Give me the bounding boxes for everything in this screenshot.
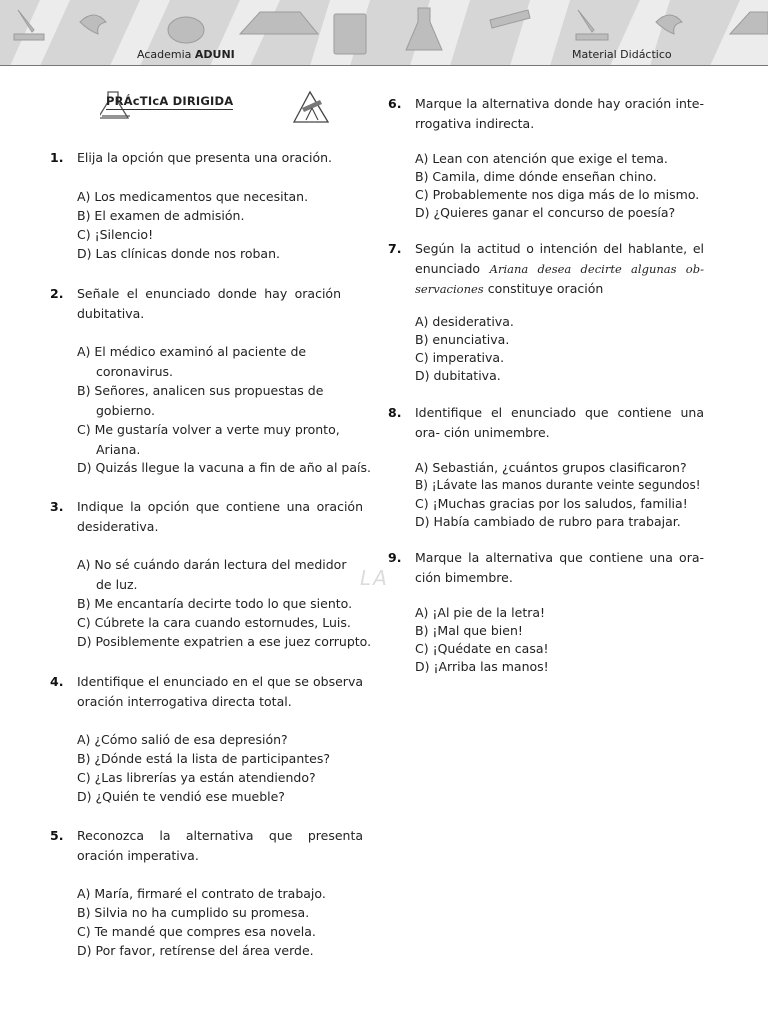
- telescope-logo-icon: [292, 88, 330, 124]
- option-a: A) ¡Al pie de la letra!: [415, 605, 546, 620]
- option-b: B) Silvia no ha cumplido su promesa.: [77, 905, 310, 920]
- option-c: C) ¡Silencio!: [77, 227, 154, 242]
- option-c: C) Probablemente nos diga más de lo mismo.: [415, 187, 700, 202]
- option-d: D) ¿Quién te vendió ese mueble?: [77, 789, 285, 804]
- option-a: A) No sé cuándo darán lectura del medidor de luz.: [77, 557, 347, 592]
- option-c: C) ¡Quédate en casa!: [415, 641, 549, 656]
- question-number: 1.: [50, 150, 64, 165]
- header-banner: [0, 0, 768, 66]
- question-number: 2.: [50, 286, 64, 301]
- map-book-icon: [334, 14, 366, 54]
- option-a: A) María, firmaré el contrato de trabajo.: [77, 886, 326, 901]
- question-7: [388, 239, 706, 389]
- option-b: B) ¿Dónde está la lista de participantes?: [77, 751, 330, 766]
- question-6: [388, 94, 706, 226]
- option-a: A) Los medicamentos que necesitan.: [77, 189, 309, 204]
- header-prefix: Academia: [137, 48, 195, 61]
- stem-text-end: constituye oración: [483, 281, 604, 296]
- header-academy: [137, 48, 235, 61]
- question-stem: Identifique el enunciado en el que se observa oración interrogativa directa total.: [77, 674, 363, 709]
- question-stem: Marque la alternativa que contiene una ora- ción bimembre.: [415, 550, 704, 585]
- palette-icon: [168, 17, 204, 43]
- option-c: C) ¡Muchas gracias por los saludos, familia!: [415, 496, 688, 511]
- stem-text: Según la actitud o intención del hablante, el enunciado: [415, 241, 704, 276]
- option-c: C) ¿Las librerías ya están atendiendo?: [77, 770, 316, 785]
- question-1: [50, 148, 366, 268]
- book-icon: [14, 34, 44, 40]
- option-a: A) ¿Cómo salió de esa depresión?: [77, 732, 288, 747]
- question-5: [50, 826, 366, 966]
- question-stem: [415, 239, 704, 300]
- question-stem: Indique la opción que contiene una oración desiderativa.: [77, 499, 363, 534]
- question-stem: Identifique el enunciado que contiene una ora- ción unimembre.: [415, 405, 704, 440]
- book-icon-2: [576, 34, 608, 40]
- option-c: C) Me gustaría volver a verte muy pronto, Ariana.: [77, 422, 340, 457]
- question-number: 5.: [50, 828, 64, 843]
- stem-example: Ariana desea decirte algunas ob- servaciones: [415, 261, 704, 296]
- option-d: D) Había cambiado de rubro para trabajar.: [415, 514, 681, 529]
- header-rule: [0, 65, 768, 66]
- option-c: C) Cúbrete la cara cuando estornudes, Luis.: [77, 615, 351, 630]
- question-number: 9.: [388, 550, 402, 565]
- question-2: [50, 284, 371, 480]
- question-stem: Marque la alternativa donde hay oración inte- rrogativa indirecta.: [415, 96, 704, 131]
- question-3: [50, 497, 372, 657]
- option-a: A) Lean con atención que exige el tema.: [415, 151, 668, 166]
- option-a: A) desiderativa.: [415, 314, 514, 329]
- option-b: B) Me encantaría decirte todo lo que siento.: [77, 596, 353, 611]
- question-number: 8.: [388, 405, 402, 420]
- page-title: PRÁcTIcA DIRIGIDA: [106, 94, 234, 108]
- option-a: A) Sebastián, ¿cuántos grupos clasificaron?: [415, 460, 687, 475]
- option-b: B) Señores, analicen sus propuestas de gobierno.: [77, 383, 324, 418]
- option-a: A) El médico examinó al paciente de coronavirus.: [77, 344, 307, 379]
- option-d: D) ¡Arriba las manos!: [415, 659, 549, 674]
- option-d: D) dubitativa.: [415, 368, 501, 383]
- watermark: LA: [360, 566, 389, 590]
- option-d: D) ¿Quieres ganar el concurso de poesía?: [415, 205, 676, 220]
- option-d: D) Por favor, retírense del área verde.: [77, 943, 314, 958]
- option-d: D) Quizás llegue la vacuna a fin de año al país.: [77, 460, 371, 475]
- option-b: B) ¡Lávate las manos durante veinte segundos!: [415, 478, 701, 492]
- question-number: 7.: [388, 241, 402, 256]
- stadium-icon-2: [730, 12, 768, 34]
- option-d: D) Las clínicas donde nos roban.: [77, 246, 280, 261]
- question-8: [388, 403, 706, 535]
- option-d: D) Posiblemente expatrien a ese juez corrupto.: [77, 634, 372, 649]
- option-b: B) El examen de admisión.: [77, 208, 245, 223]
- question-stem: Reconozca la alternativa que presenta oración imperativa.: [77, 828, 363, 863]
- question-stem: Señale el enunciado donde hay oración dubitativa.: [77, 286, 341, 321]
- question-number: 3.: [50, 499, 64, 514]
- header-material: Material Didáctico: [572, 48, 672, 61]
- question-4: [50, 672, 366, 812]
- question-9: [388, 548, 706, 680]
- question-number: 6.: [388, 96, 402, 111]
- option-c: C) imperativa.: [415, 350, 505, 365]
- option-b: B) Camila, dime dónde enseñan chino.: [415, 169, 657, 184]
- question-stem: Elija la opción que presenta una oración.: [77, 150, 333, 165]
- question-number: 4.: [50, 674, 64, 689]
- option-b: B) enunciativa.: [415, 332, 510, 347]
- option-b: B) ¡Mal que bien!: [415, 623, 523, 638]
- option-c: C) Te mandé que compres esa novela.: [77, 924, 316, 939]
- header-brand: ADUNI: [194, 48, 235, 61]
